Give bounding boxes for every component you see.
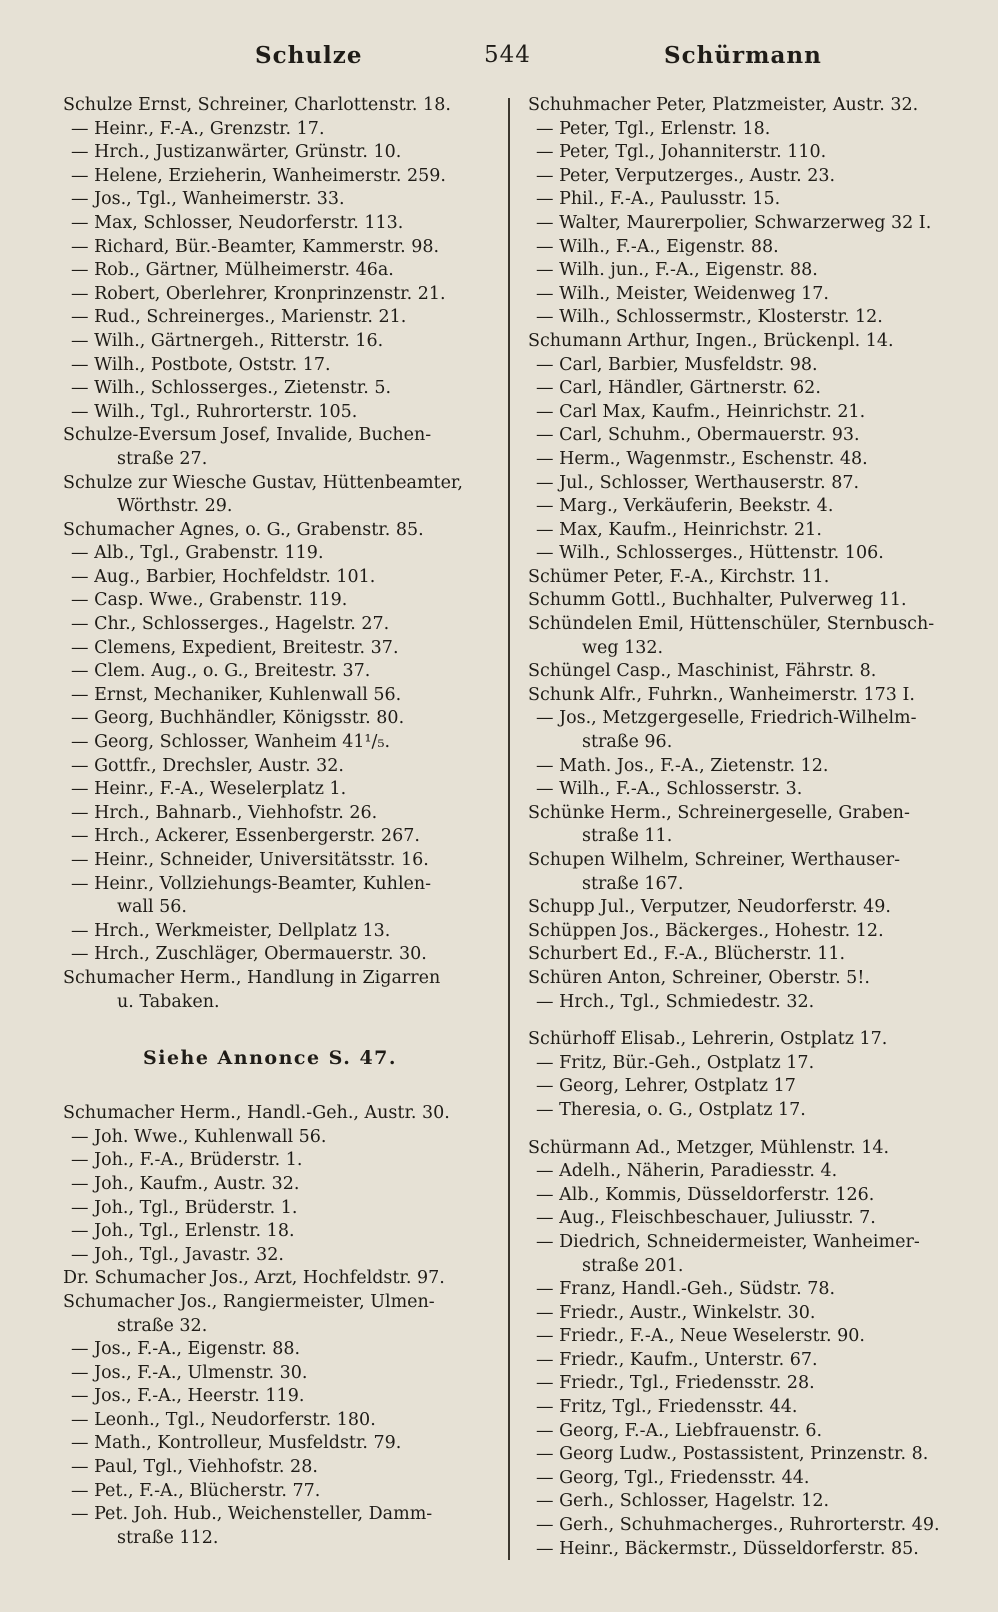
spacer: [63, 1078, 498, 1102]
directory-entry: Schumm Gottl., Buchhalter, Pulverweg 11.: [528, 590, 907, 611]
directory-entry: Schulze-Eversum Josef, Invalide, Buchen-: [63, 425, 432, 446]
directory-entry: Schulze Ernst, Schreiner, Charlottenstr. 18.: [63, 95, 451, 115]
directory-entry: — Wilh. jun., F.-A., Eigenstr. 88.: [536, 260, 818, 281]
directory-entry: — Rud., Schreinerges., Marienstr. 21.: [71, 307, 407, 328]
directory-entry: — Hrch., Ackerer, Essenbergerstr. 267.: [71, 826, 420, 847]
directory-entry: — Diedrich, Schneidermeister, Wanheimer-: [536, 1231, 920, 1252]
directory-entry: — Friedr., F.-A., Neue Weselerstr. 90.: [536, 1326, 865, 1347]
right-block-3: [528, 1137, 968, 1562]
directory-entry: — Jos., F.-A., Ulmenstr. 30.: [71, 1362, 308, 1383]
directory-entry: — Georg, F.-A., Liebfrauenstr. 6.: [536, 1420, 823, 1441]
directory-entry: Schüppen Jos., Bäckerges., Hohestr. 12.: [528, 920, 884, 941]
directory-entry: Schunk Alfr., Fuhrkn., Wanheimerstr. 173 I.: [528, 684, 915, 705]
directory-entry: Schulze zur Wiesche Gustav, Hüttenbeamter,: [63, 472, 463, 493]
directory-entry: — Pet. Joh. Hub., Weichensteller, Damm-: [71, 1504, 433, 1525]
directory-entry: — Max, Kaufm., Heinrichstr. 21.: [536, 519, 822, 540]
directory-entry: — Fritz, Tgl., Friedensstr. 44.: [536, 1397, 798, 1418]
directory-entry: — Hrch., Tgl., Schmiedestr. 32.: [536, 991, 815, 1012]
annonce-notice: Siehe Annonce S. 47.: [143, 1047, 398, 1070]
directory-entry: — Franz, Handl.-Geh., Südstr. 78.: [536, 1279, 836, 1300]
directory-entry: Schumacher Herm., Handl.-Geh., Austr. 30.: [63, 1103, 450, 1124]
directory-entry: — Leonh., Tgl., Neudorferstr. 180.: [71, 1409, 376, 1430]
directory-entry: — Heinr., Vollziehungs-Beamter, Kuhlen-: [71, 873, 432, 894]
directory-entry: — Joh., Tgl., Erlenstr. 18.: [71, 1221, 295, 1242]
column-divider: [508, 98, 510, 1560]
directory-entry: — Wilh., F.-A., Schlosserstr. 3.: [536, 779, 803, 800]
directory-entry: — Heinr., Bäckermstr., Düsseldorferstr. 85.: [536, 1538, 919, 1559]
directory-entry: — Wilh., Schlosserges., Hüttenstr. 106.: [536, 543, 884, 564]
directory-entry: — Georg, Lehrer, Ostplatz 17: [536, 1076, 796, 1097]
entry-continuation: u. Tabaken.: [117, 991, 220, 1012]
directory-entry: — Carl Max, Kaufm., Heinrichstr. 21.: [536, 401, 866, 422]
directory-entry: — Gerh., Schlosser, Hagelstr. 12.: [536, 1491, 830, 1512]
directory-entry: Schüren Anton, Schreiner, Oberstr. 5!.: [528, 967, 870, 988]
directory-entry: Schürmann Ad., Metzger, Mühlenstr. 14.: [528, 1137, 890, 1158]
directory-entry: Schuhmacher Peter, Platzmeister, Austr. 32.: [528, 95, 919, 115]
directory-entry: Schüngel Casp., Maschinist, Fährstr. 8.: [528, 661, 877, 682]
directory-entry: — Friedr., Kaufm., Unterstr. 67.: [536, 1349, 818, 1370]
directory-entry: Dr. Schumacher Jos., Arzt, Hochfeldstr. 97.: [63, 1268, 445, 1289]
directory-entry: — Heinr., Schneider, Universitätsstr. 16.: [71, 850, 429, 870]
directory-entry: — Wilh., Meister, Weidenweg 17.: [536, 283, 829, 304]
directory-entry: — Joh., F.-A., Brüderstr. 1.: [71, 1150, 303, 1171]
directory-entry: — Carl, Händler, Gärtnerstr. 62.: [536, 378, 821, 399]
directory-entry: — Carl, Schuhm., Obermauerstr. 93.: [536, 425, 860, 446]
left-column: [63, 94, 498, 1550]
directory-entry: — Peter, Verputzerges., Austr. 23.: [536, 165, 836, 186]
header-left-keyword: Schulze: [255, 42, 363, 69]
directory-entry: — Fritz, Bür.-Geh., Ostplatz 17.: [536, 1052, 815, 1073]
directory-entry: Schumacher Jos., Rangiermeister, Ulmen-: [63, 1291, 435, 1312]
directory-entry: — Paul, Tgl., Viehhofstr. 28.: [71, 1457, 318, 1478]
directory-entry: — Friedr., Austr., Winkelstr. 30.: [536, 1302, 816, 1323]
entry-continuation: straße 201.: [582, 1255, 684, 1276]
directory-entry: — Hrch., Werkmeister, Dellplatz 13.: [71, 920, 391, 941]
left-block-1: [63, 94, 498, 1014]
directory-entry: — Georg, Schlosser, Wanheim 41¹/₅.: [71, 732, 391, 753]
directory-entry: Schumann Arthur, Ingen., Brückenpl. 14.: [528, 330, 894, 351]
directory-entry: Schündelen Emil, Hüttenschüler, Sternbusch-: [528, 614, 935, 635]
directory-entry: — Adelh., Näherin, Paradiesstr. 4.: [536, 1161, 838, 1182]
directory-entry: — Peter, Tgl., Johanniterstr. 110.: [536, 142, 827, 163]
directory-entry: — Hrch., Bahnarb., Viehhofstr. 26.: [71, 802, 378, 823]
directory-entry: — Hrch., Zuschläger, Obermauerstr. 30.: [71, 944, 427, 965]
directory-entry: — Wilh., F.-A., Eigenstr. 88.: [536, 236, 779, 257]
directory-entry: Schurbert Ed., F.-A., Blücherstr. 11.: [528, 944, 846, 965]
directory-entry: — Wilh., Postbote, Oststr. 17.: [71, 354, 331, 375]
directory-entry: — Friedr., Tgl., Friedensstr. 28.: [536, 1373, 815, 1394]
directory-entry: — Chr., Schlosserges., Hagelstr. 27.: [71, 614, 390, 635]
directory-entry: — Gerh., Schuhmacherges., Ruhrorterstr. 49.: [536, 1515, 940, 1536]
directory-entry: — Clemens, Expedient, Breitestr. 37.: [71, 637, 399, 658]
directory-entry: Schupen Wilhelm, Schreiner, Werthauser-: [528, 850, 901, 870]
entry-continuation: straße 167.: [582, 873, 684, 894]
directory-entry: — Joh., Tgl., Javastr. 32.: [71, 1244, 284, 1265]
entry-continuation: straße 32.: [117, 1315, 208, 1336]
directory-entry: — Walter, Maurerpolier, Schwarzerweg 32 I.: [536, 212, 932, 233]
directory-entry: — Clem. Aug., o. G., Breitestr. 37.: [71, 661, 371, 682]
directory-entry: Schumacher Herm., Handlung in Zigarren: [63, 967, 441, 988]
directory-entry: — Casp. Wwe., Grabenstr. 119.: [71, 590, 348, 611]
directory-entry: — Joh., Tgl., Brüderstr. 1.: [71, 1197, 298, 1218]
directory-entry: — Theresia, o. G., Ostplatz 17.: [536, 1099, 806, 1120]
directory-entry: — Peter, Tgl., Erlenstr. 18.: [536, 118, 771, 139]
directory-entry: — Ernst, Mechaniker, Kuhlenwall 56.: [71, 684, 402, 705]
directory-entry: — Rob., Gärtner, Mülheimerstr. 46a.: [71, 260, 394, 281]
directory-entry: — Heinr., F.-A., Grenzstr. 17.: [71, 118, 325, 139]
directory-entry: Schümer Peter, F.-A., Kirchstr. 11.: [528, 566, 830, 587]
right-block-1: [528, 94, 968, 1014]
directory-entry: — Max, Schlosser, Neudorferstr. 113.: [71, 212, 404, 233]
directory-entry: — Heinr., F.-A., Weselerplatz 1.: [71, 779, 347, 800]
directory-entry: — Georg Ludw., Postassistent, Prinzenstr. 8.: [536, 1444, 929, 1465]
entry-continuation: straße 11.: [582, 826, 673, 847]
right-block-2: [528, 1028, 968, 1122]
directory-entry: — Jos., F.-A., Eigenstr. 88.: [71, 1339, 301, 1360]
directory-entry: — Jul., Schlosser, Werthauserstr. 87.: [536, 472, 860, 493]
directory-entry: — Gottfr., Drechsler, Austr. 32.: [71, 755, 344, 776]
entry-continuation: straße 27.: [117, 448, 208, 469]
directory-entry: — Pet., F.-A., Blücherstr. 77.: [71, 1480, 321, 1501]
directory-entry: Schünke Herm., Schreinergeselle, Graben-: [528, 802, 910, 823]
directory-entry: Schumacher Agnes, o. G., Grabenstr. 85.: [63, 519, 424, 540]
directory-entry: — Richard, Bür.-Beamter, Kammerstr. 98.: [71, 236, 440, 257]
directory-entry: — Marg., Verkäuferin, Beekstr. 4.: [536, 496, 834, 517]
directory-entry: — Herm., Wagenmstr., Eschenstr. 48.: [536, 448, 868, 469]
directory-entry: — Jos., Metzgergeselle, Friedrich-Wilhelm-: [536, 708, 917, 729]
directory-entry: — Hrch., Justizanwärter, Grünstr. 10.: [71, 142, 402, 163]
page-number: 544: [484, 42, 531, 68]
left-block-2: [63, 1102, 498, 1550]
directory-entry: — Wilh., Schlossermstr., Klosterstr. 12.: [536, 307, 883, 328]
directory-entry: — Georg, Tgl., Friedensstr. 44.: [536, 1467, 810, 1488]
directory-entry: — Aug., Barbier, Hochfeldstr. 101.: [71, 566, 376, 587]
directory-entry: — Wilh., Schlosserges., Zietenstr. 5.: [71, 378, 392, 399]
directory-entry: — Wilh., Tgl., Ruhrorterstr. 105.: [71, 401, 358, 422]
directory-entry: — Carl, Barbier, Musfeldstr. 98.: [536, 354, 818, 375]
directory-entry: — Georg, Buchhändler, Königsstr. 80.: [71, 708, 405, 729]
right-column: [528, 94, 968, 1561]
directory-entry: — Wilh., Gärtnergeh., Ritterstr. 16.: [71, 330, 384, 351]
directory-entry: — Joh. Wwe., Kuhlenwall 56.: [71, 1126, 327, 1147]
entry-continuation: straße 112.: [117, 1527, 219, 1548]
directory-entry: Schürhoff Elisab., Lehrerin, Ostplatz 17.: [528, 1029, 888, 1050]
directory-entry: — Math. Jos., F.-A., Zietenstr. 12.: [536, 755, 829, 776]
spacer: [528, 1123, 968, 1137]
directory-entry: — Phil., F.-A., Paulusstr. 15.: [536, 189, 781, 210]
spacer: [63, 1014, 498, 1038]
entry-continuation: weg 132.: [582, 637, 664, 658]
directory-entry: Schupp Jul., Verputzer, Neudorferstr. 49.: [528, 897, 891, 918]
entry-continuation: straße 96.: [582, 732, 673, 753]
directory-entry: — Robert, Oberlehrer, Kronprinzenstr. 21.: [71, 283, 446, 304]
directory-entry: — Math., Kontrolleur, Musfeldstr. 79.: [71, 1433, 402, 1454]
header-right-keyword: Schürmann: [664, 42, 822, 69]
directory-entry: — Jos., Tgl., Wanheimerstr. 33.: [71, 189, 345, 210]
entry-continuation: wall 56.: [117, 897, 187, 918]
directory-entry: — Alb., Kommis, Düsseldorferstr. 126.: [536, 1184, 875, 1205]
entry-continuation: Wörthstr. 29.: [117, 496, 233, 517]
directory-entry: — Alb., Tgl., Grabenstr. 119.: [71, 543, 324, 564]
directory-entry: — Jos., F.-A., Heerstr. 119.: [71, 1386, 305, 1407]
directory-entry: — Helene, Erzieherin, Wanheimerstr. 259.: [71, 165, 446, 186]
directory-entry: — Joh., Kaufm., Austr. 32.: [71, 1173, 300, 1194]
directory-entry: — Aug., Fleischbeschauer, Juliusstr. 7.: [536, 1208, 876, 1229]
spacer: [528, 1014, 968, 1028]
